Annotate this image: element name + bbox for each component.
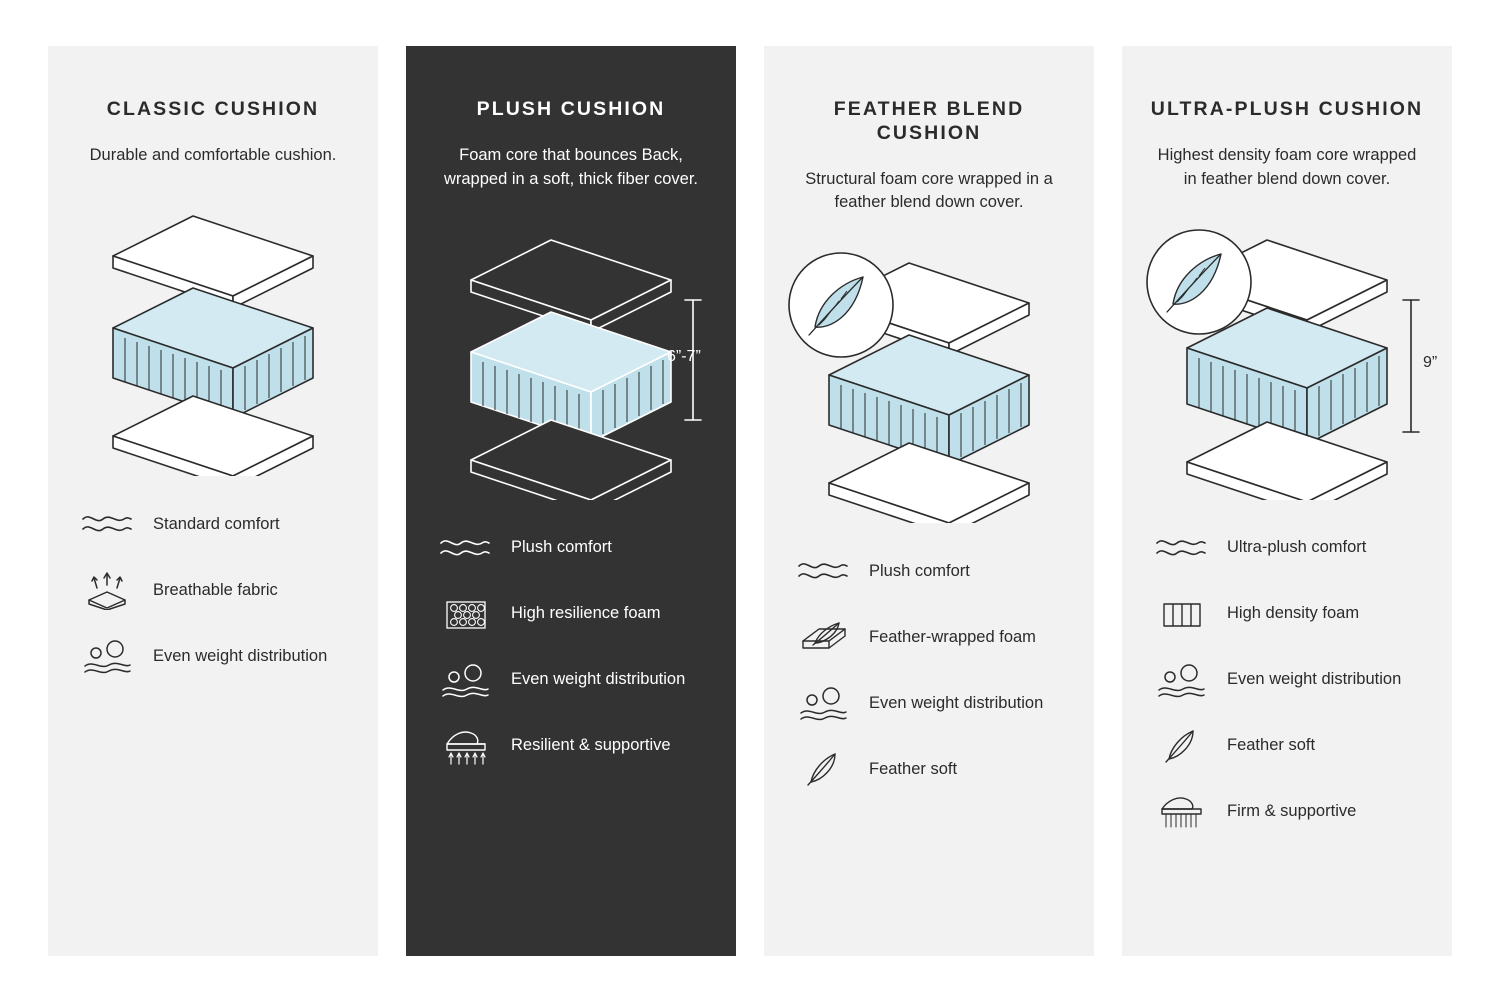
weight-distribution-icon bbox=[437, 658, 493, 702]
page-title: ULTRA-PLUSH CUSHION bbox=[1150, 98, 1424, 120]
feature-item bbox=[795, 681, 1063, 725]
feature-label: High resilience foam bbox=[511, 604, 661, 623]
feature-item bbox=[1153, 790, 1421, 834]
wave-icon bbox=[1153, 526, 1209, 570]
card-description: Foam core that bounces Back, wrapped in a soft, thick fiber cover. bbox=[443, 145, 699, 188]
feature-item bbox=[79, 502, 347, 546]
leaf-badge bbox=[1147, 230, 1251, 334]
feature-label: Feather soft bbox=[1227, 736, 1316, 755]
breathable-fabric-icon bbox=[79, 568, 135, 612]
feature-label: Even weight distribution bbox=[869, 694, 1044, 713]
feature-label: Feather soft bbox=[869, 760, 958, 779]
feature-item bbox=[1153, 658, 1421, 702]
feature-label: Ultra-plush comfort bbox=[1227, 538, 1367, 557]
page-title: PLUSH CUSHION bbox=[476, 98, 666, 120]
feature-label: Even weight distribution bbox=[1227, 670, 1402, 689]
honeycomb-foam-icon bbox=[437, 592, 493, 636]
feature-item bbox=[795, 747, 1063, 791]
feature-list bbox=[1153, 526, 1421, 834]
weight-distribution-icon bbox=[79, 634, 135, 678]
feature-item bbox=[437, 592, 705, 636]
feature-label: High density foam bbox=[1227, 604, 1360, 623]
feature-item bbox=[437, 526, 705, 570]
feather-icon bbox=[1153, 724, 1209, 768]
feature-item bbox=[1153, 526, 1421, 570]
feature-list bbox=[79, 502, 347, 678]
feature-item bbox=[79, 568, 347, 612]
feature-list bbox=[795, 549, 1063, 791]
firm-support-icon bbox=[1153, 790, 1209, 834]
feature-label: Feather-wrapped foam bbox=[869, 628, 1036, 647]
wave-icon bbox=[795, 549, 851, 593]
feature-item bbox=[437, 658, 705, 702]
cushion-layer-diagram bbox=[779, 243, 1079, 523]
feature-item bbox=[795, 615, 1063, 659]
weight-distribution-icon bbox=[795, 681, 851, 725]
feature-list bbox=[437, 526, 705, 768]
feature-label: Breathable fabric bbox=[153, 580, 278, 599]
card-description: Highest density foam core wrapped in feather blend down cover. bbox=[1157, 145, 1417, 188]
feather-icon bbox=[795, 747, 851, 791]
feature-label: Plush comfort bbox=[869, 562, 970, 581]
cushion-card-ultra-plush bbox=[1122, 46, 1452, 956]
feather-wrapped-foam-icon bbox=[795, 615, 851, 659]
page-title: FEATHER BLEND CUSHION bbox=[833, 98, 1025, 144]
wave-icon bbox=[79, 502, 135, 546]
resilient-support-icon bbox=[437, 724, 493, 768]
card-description: Structural foam core wrapped in a feather blend down cover. bbox=[805, 169, 1053, 212]
feature-label: Even weight distribution bbox=[153, 646, 328, 665]
dimension-label: 6”-7” bbox=[667, 347, 701, 365]
dimension-label: 9” bbox=[1423, 353, 1438, 371]
cushion-card-plush bbox=[406, 46, 736, 956]
feature-item bbox=[1153, 724, 1421, 768]
cushion-card-classic bbox=[48, 46, 378, 956]
page-title: CLASSIC CUSHION bbox=[106, 98, 320, 120]
feature-label: Firm & supportive bbox=[1227, 802, 1357, 821]
feature-label: Plush comfort bbox=[511, 538, 612, 557]
feature-label: Resilient & supportive bbox=[511, 736, 671, 755]
feature-label: Standard comfort bbox=[153, 514, 280, 533]
feature-item bbox=[1153, 592, 1421, 636]
cushion-card-feather-blend bbox=[764, 46, 1094, 956]
card-description: Durable and comfortable cushion. bbox=[89, 145, 337, 164]
cushion-layer-diagram bbox=[63, 196, 363, 476]
feature-item bbox=[437, 724, 705, 768]
high-density-foam-icon bbox=[1153, 592, 1209, 636]
weight-distribution-icon bbox=[1153, 658, 1209, 702]
feature-item bbox=[795, 549, 1063, 593]
cushion-layer-diagram bbox=[1137, 220, 1437, 500]
feature-label: Even weight distribution bbox=[511, 670, 686, 689]
leaf-badge bbox=[789, 253, 893, 357]
cushion-layer-diagram bbox=[421, 220, 721, 500]
feature-item bbox=[79, 634, 347, 678]
wave-icon bbox=[437, 526, 493, 570]
